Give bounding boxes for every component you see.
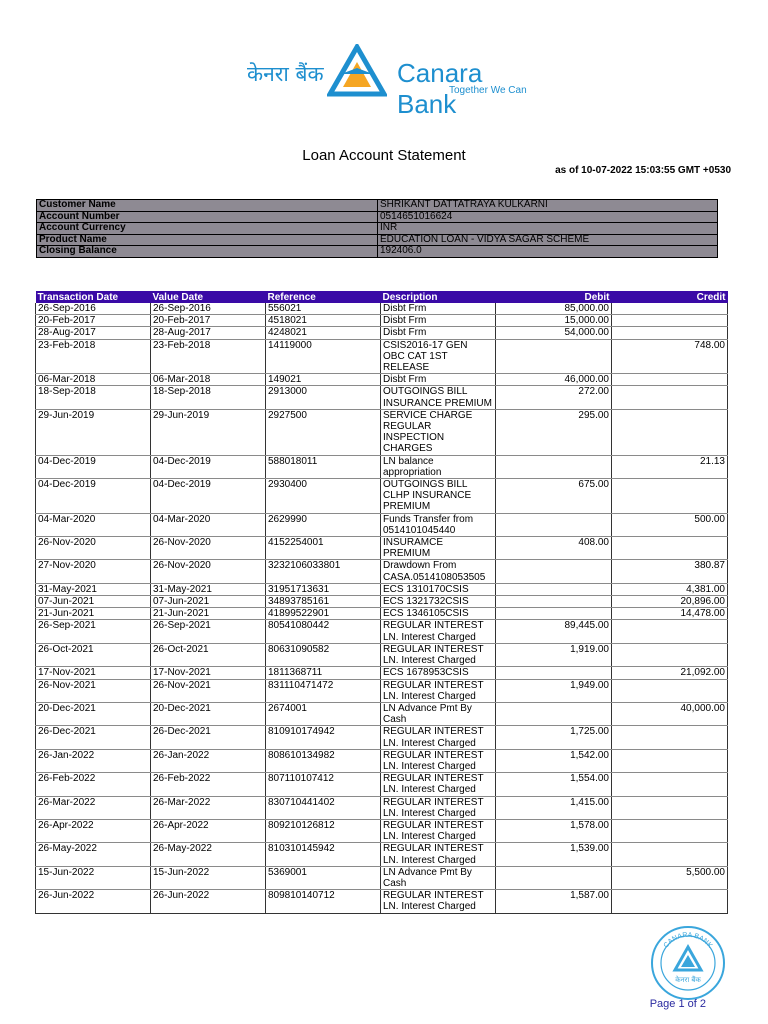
cell-description: OUTGOINGS BILL INSURANCE PREMIUM <box>381 386 496 409</box>
cell-reference: 31951713631 <box>266 583 381 595</box>
table-row <box>36 303 728 315</box>
cell-reference: 831110471472 <box>266 679 381 702</box>
table-row <box>36 409 728 455</box>
table-row <box>36 315 728 327</box>
cell-value-date: 04-Dec-2019 <box>151 479 266 514</box>
cell-reference: 2927500 <box>266 409 381 455</box>
table-row <box>36 667 728 679</box>
cell-transaction-date: 27-Nov-2020 <box>36 560 151 583</box>
cell-debit: 1,542.00 <box>496 749 612 772</box>
cell-description: CSIS2016-17 GEN OBC CAT 1ST RELEASE <box>381 339 496 374</box>
cell-value-date: 26-Jun-2022 <box>151 890 266 913</box>
cell-description: REGULAR INTEREST LN. Interest Charged <box>381 796 496 819</box>
cell-debit: 295.00 <box>496 409 612 455</box>
cell-debit: 1,949.00 <box>496 679 612 702</box>
account-info-label: Closing Balance <box>37 246 378 258</box>
cell-reference: 80631090582 <box>266 643 381 666</box>
cell-transaction-date: 26-Jun-2022 <box>36 890 151 913</box>
cell-description: REGULAR INTEREST LN. Interest Charged <box>381 620 496 643</box>
cell-value-date: 26-Dec-2021 <box>151 726 266 749</box>
account-info-row <box>37 246 718 258</box>
cell-credit <box>612 679 728 702</box>
svg-text:CANARA BANK: CANARA BANK <box>662 931 714 950</box>
cell-transaction-date: 06-Mar-2018 <box>36 374 151 386</box>
cell-debit: 1,415.00 <box>496 796 612 819</box>
table-row <box>36 583 728 595</box>
cell-debit <box>496 667 612 679</box>
cell-transaction-date: 21-Jun-2021 <box>36 608 151 620</box>
cell-reference: 809810140712 <box>266 890 381 913</box>
cell-debit: 1,725.00 <box>496 726 612 749</box>
cell-debit: 85,000.00 <box>496 303 612 315</box>
bank-name-hindi: केनरा बैंक <box>247 62 324 86</box>
cell-description: Disbt Frm <box>381 303 496 315</box>
cell-description: REGULAR INTEREST LN. Interest Charged <box>381 890 496 913</box>
cell-credit: 500.00 <box>612 513 728 536</box>
cell-reference: 4248021 <box>266 327 381 339</box>
cell-reference: 2629990 <box>266 513 381 536</box>
cell-reference: 810910174942 <box>266 726 381 749</box>
cell-reference: 34893785161 <box>266 596 381 608</box>
cell-value-date: 26-Nov-2020 <box>151 560 266 583</box>
cell-description: REGULAR INTEREST LN. Interest Charged <box>381 843 496 866</box>
cell-debit <box>496 560 612 583</box>
cell-transaction-date: 20-Feb-2017 <box>36 315 151 327</box>
cell-value-date: 26-Mar-2022 <box>151 796 266 819</box>
cell-credit: 4,381.00 <box>612 583 728 595</box>
cell-reference: 809210126812 <box>266 819 381 842</box>
cell-reference: 830710441402 <box>266 796 381 819</box>
cell-reference: 5369001 <box>266 866 381 889</box>
statement-timestamp: as of 10-07-2022 15:03:55 GMT +0530 <box>555 165 731 176</box>
bank-tagline: Together We Can <box>449 85 527 96</box>
cell-value-date: 26-Jan-2022 <box>151 749 266 772</box>
cell-transaction-date: 26-Mar-2022 <box>36 796 151 819</box>
cell-credit: 748.00 <box>612 339 728 374</box>
cell-value-date: 07-Jun-2021 <box>151 596 266 608</box>
table-row <box>36 702 728 725</box>
table-row <box>36 374 728 386</box>
bank-logo <box>247 44 537 119</box>
cell-debit: 1,578.00 <box>496 819 612 842</box>
cell-description: REGULAR INTEREST LN. Interest Charged <box>381 773 496 796</box>
cell-value-date: 18-Sep-2018 <box>151 386 266 409</box>
cell-transaction-date: 07-Jun-2021 <box>36 596 151 608</box>
cell-value-date: 04-Mar-2020 <box>151 513 266 536</box>
cell-reference: 1811368711 <box>266 667 381 679</box>
cell-value-date: 21-Jun-2021 <box>151 608 266 620</box>
table-row <box>36 866 728 889</box>
cell-transaction-date: 17-Nov-2021 <box>36 667 151 679</box>
account-info-row <box>37 200 718 212</box>
cell-description: LN Advance Pmt By Cash <box>381 702 496 725</box>
cell-reference: 3232106033801 <box>266 560 381 583</box>
cell-reference: 588018011 <box>266 455 381 478</box>
cell-reference: 4152254001 <box>266 537 381 560</box>
col-header-debit: Debit <box>496 291 612 303</box>
table-row <box>36 726 728 749</box>
cell-reference: 810310145942 <box>266 843 381 866</box>
cell-transaction-date: 29-Jun-2019 <box>36 409 151 455</box>
cell-reference: 149021 <box>266 374 381 386</box>
cell-value-date: 28-Aug-2017 <box>151 327 266 339</box>
table-row <box>36 679 728 702</box>
account-info-table <box>36 199 718 258</box>
account-info-label: Customer Name <box>37 200 378 212</box>
cell-debit <box>496 455 612 478</box>
cell-credit <box>612 796 728 819</box>
cell-debit: 1,539.00 <box>496 843 612 866</box>
cell-description: LN Advance Pmt By Cash <box>381 866 496 889</box>
table-header-row <box>36 291 728 303</box>
cell-description: REGULAR INTEREST LN. Interest Charged <box>381 819 496 842</box>
cell-value-date: 26-Apr-2022 <box>151 819 266 842</box>
col-header-description: Description <box>381 291 496 303</box>
cell-credit <box>612 890 728 913</box>
cell-value-date: 23-Feb-2018 <box>151 339 266 374</box>
table-row <box>36 537 728 560</box>
cell-credit: 5,500.00 <box>612 866 728 889</box>
table-row <box>36 620 728 643</box>
table-row <box>36 890 728 913</box>
cell-credit <box>612 479 728 514</box>
cell-credit <box>612 386 728 409</box>
cell-description: Drawdown From CASA.0514108053505 <box>381 560 496 583</box>
cell-value-date: 26-Sep-2016 <box>151 303 266 315</box>
cell-debit <box>496 608 612 620</box>
cell-transaction-date: 04-Dec-2019 <box>36 455 151 478</box>
table-row <box>36 608 728 620</box>
table-row <box>36 643 728 666</box>
cell-transaction-date: 04-Dec-2019 <box>36 479 151 514</box>
cell-debit: 89,445.00 <box>496 620 612 643</box>
cell-reference: 556021 <box>266 303 381 315</box>
cell-credit: 21,092.00 <box>612 667 728 679</box>
page-title: Loan Account Statement <box>302 147 466 164</box>
cell-transaction-date: 26-Nov-2021 <box>36 679 151 702</box>
cell-transaction-date: 23-Feb-2018 <box>36 339 151 374</box>
cell-transaction-date: 26-Apr-2022 <box>36 819 151 842</box>
table-row <box>36 513 728 536</box>
cell-debit: 15,000.00 <box>496 315 612 327</box>
table-row <box>36 386 728 409</box>
cell-debit: 54,000.00 <box>496 327 612 339</box>
cell-debit <box>496 339 612 374</box>
bank-seal-icon <box>650 925 726 1001</box>
cell-transaction-date: 18-Sep-2018 <box>36 386 151 409</box>
cell-credit <box>612 409 728 455</box>
cell-credit: 14,478.00 <box>612 608 728 620</box>
cell-credit <box>612 620 728 643</box>
cell-credit <box>612 537 728 560</box>
account-info-value: 0514651016624 <box>378 211 718 223</box>
cell-transaction-date: 26-Jan-2022 <box>36 749 151 772</box>
cell-reference: 2674001 <box>266 702 381 725</box>
account-info-label: Account Currency <box>37 223 378 235</box>
cell-credit <box>612 315 728 327</box>
cell-debit <box>496 596 612 608</box>
col-header-credit: Credit <box>612 291 728 303</box>
cell-reference: 80541080442 <box>266 620 381 643</box>
cell-description: Disbt Frm <box>381 315 496 327</box>
account-info-row <box>37 234 718 246</box>
cell-credit <box>612 726 728 749</box>
cell-debit: 1,554.00 <box>496 773 612 796</box>
cell-description: ECS 1678953CSIS <box>381 667 496 679</box>
account-info-value: INR <box>378 223 718 235</box>
cell-credit <box>612 819 728 842</box>
table-row <box>36 339 728 374</box>
cell-description: Disbt Frm <box>381 374 496 386</box>
table-row <box>36 479 728 514</box>
cell-transaction-date: 28-Aug-2017 <box>36 327 151 339</box>
table-row <box>36 819 728 842</box>
cell-credit: 380.87 <box>612 560 728 583</box>
cell-credit <box>612 303 728 315</box>
table-row <box>36 773 728 796</box>
cell-transaction-date: 26-Oct-2021 <box>36 643 151 666</box>
cell-description: INSURAMCE PREMIUM <box>381 537 496 560</box>
cell-debit: 408.00 <box>496 537 612 560</box>
cell-reference: 2930400 <box>266 479 381 514</box>
cell-debit: 272.00 <box>496 386 612 409</box>
cell-debit: 1,919.00 <box>496 643 612 666</box>
table-row <box>36 749 728 772</box>
cell-credit: 21.13 <box>612 455 728 478</box>
cell-value-date: 06-Mar-2018 <box>151 374 266 386</box>
cell-debit: 46,000.00 <box>496 374 612 386</box>
table-row <box>36 596 728 608</box>
cell-description: SERVICE CHARGE REGULAR INSPECTION CHARGES <box>381 409 496 455</box>
cell-reference: 14119000 <box>266 339 381 374</box>
cell-value-date: 04-Dec-2019 <box>151 455 266 478</box>
cell-value-date: 26-Nov-2020 <box>151 537 266 560</box>
table-row <box>36 327 728 339</box>
cell-value-date: 26-Sep-2021 <box>151 620 266 643</box>
cell-credit <box>612 749 728 772</box>
account-info-label: Account Number <box>37 211 378 223</box>
cell-credit: 20,896.00 <box>612 596 728 608</box>
cell-value-date: 29-Jun-2019 <box>151 409 266 455</box>
cell-reference: 2913000 <box>266 386 381 409</box>
cell-description: REGULAR INTEREST LN. Interest Charged <box>381 643 496 666</box>
cell-debit <box>496 513 612 536</box>
table-row <box>36 796 728 819</box>
cell-description: REGULAR INTEREST LN. Interest Charged <box>381 679 496 702</box>
svg-text:केनरा बैंक: केनरा बैंक <box>675 976 701 984</box>
cell-transaction-date: 20-Dec-2021 <box>36 702 151 725</box>
cell-reference: 808610134982 <box>266 749 381 772</box>
cell-description: LN balance appropriation <box>381 455 496 478</box>
cell-description: REGULAR INTEREST LN. Interest Charged <box>381 749 496 772</box>
cell-transaction-date: 04-Mar-2020 <box>36 513 151 536</box>
bank-name: Canara Bank <box>397 58 483 119</box>
table-row <box>36 560 728 583</box>
cell-value-date: 17-Nov-2021 <box>151 667 266 679</box>
col-header-reference: Reference <box>266 291 381 303</box>
cell-description: ECS 1310170CSIS <box>381 583 496 595</box>
cell-value-date: 20-Dec-2021 <box>151 702 266 725</box>
cell-credit: 40,000.00 <box>612 702 728 725</box>
cell-transaction-date: 31-May-2021 <box>36 583 151 595</box>
cell-credit <box>612 773 728 796</box>
cell-description: OUTGOINGS BILL CLHP INSURANCE PREMIUM <box>381 479 496 514</box>
cell-reference: 807110107412 <box>266 773 381 796</box>
cell-transaction-date: 15-Jun-2022 <box>36 866 151 889</box>
cell-transaction-date: 26-Nov-2020 <box>36 537 151 560</box>
account-info-row <box>37 223 718 235</box>
cell-debit: 675.00 <box>496 479 612 514</box>
cell-credit <box>612 643 728 666</box>
cell-value-date: 20-Feb-2017 <box>151 315 266 327</box>
account-info-value: EDUCATION LOAN - VIDYA SAGAR SCHEME <box>378 234 718 246</box>
col-header-transaction-date: Transaction Date <box>36 291 151 303</box>
cell-debit <box>496 583 612 595</box>
cell-transaction-date: 26-Feb-2022 <box>36 773 151 796</box>
page-number: Page 1 of 2 <box>649 998 706 1010</box>
cell-debit: 1,587.00 <box>496 890 612 913</box>
cell-transaction-date: 26-May-2022 <box>36 843 151 866</box>
cell-description: ECS 1321732CSIS <box>381 596 496 608</box>
cell-reference: 41899522901 <box>266 608 381 620</box>
account-info-label: Product Name <box>37 234 378 246</box>
cell-description: Funds Transfer from 0514101045440 <box>381 513 496 536</box>
cell-credit <box>612 843 728 866</box>
transactions-table <box>35 291 728 914</box>
account-info-value: 192406.0 <box>378 246 718 258</box>
cell-reference: 4518021 <box>266 315 381 327</box>
cell-description: REGULAR INTEREST LN. Interest Charged <box>381 726 496 749</box>
cell-transaction-date: 26-Sep-2021 <box>36 620 151 643</box>
canara-logo-icon <box>327 44 387 100</box>
table-row <box>36 843 728 866</box>
cell-value-date: 26-May-2022 <box>151 843 266 866</box>
cell-value-date: 31-May-2021 <box>151 583 266 595</box>
account-info-value: SHRIKANT DATTATRAYA KULKARNI <box>378 200 718 212</box>
cell-description: ECS 1346105CSIS <box>381 608 496 620</box>
cell-value-date: 26-Feb-2022 <box>151 773 266 796</box>
cell-credit <box>612 374 728 386</box>
cell-description: Disbt Frm <box>381 327 496 339</box>
cell-value-date: 26-Nov-2021 <box>151 679 266 702</box>
col-header-value-date: Value Date <box>151 291 266 303</box>
cell-transaction-date: 26-Sep-2016 <box>36 303 151 315</box>
table-row <box>36 455 728 478</box>
cell-debit <box>496 866 612 889</box>
cell-credit <box>612 327 728 339</box>
cell-value-date: 26-Oct-2021 <box>151 643 266 666</box>
cell-value-date: 15-Jun-2022 <box>151 866 266 889</box>
cell-debit <box>496 702 612 725</box>
account-info-row <box>37 211 718 223</box>
cell-transaction-date: 26-Dec-2021 <box>36 726 151 749</box>
